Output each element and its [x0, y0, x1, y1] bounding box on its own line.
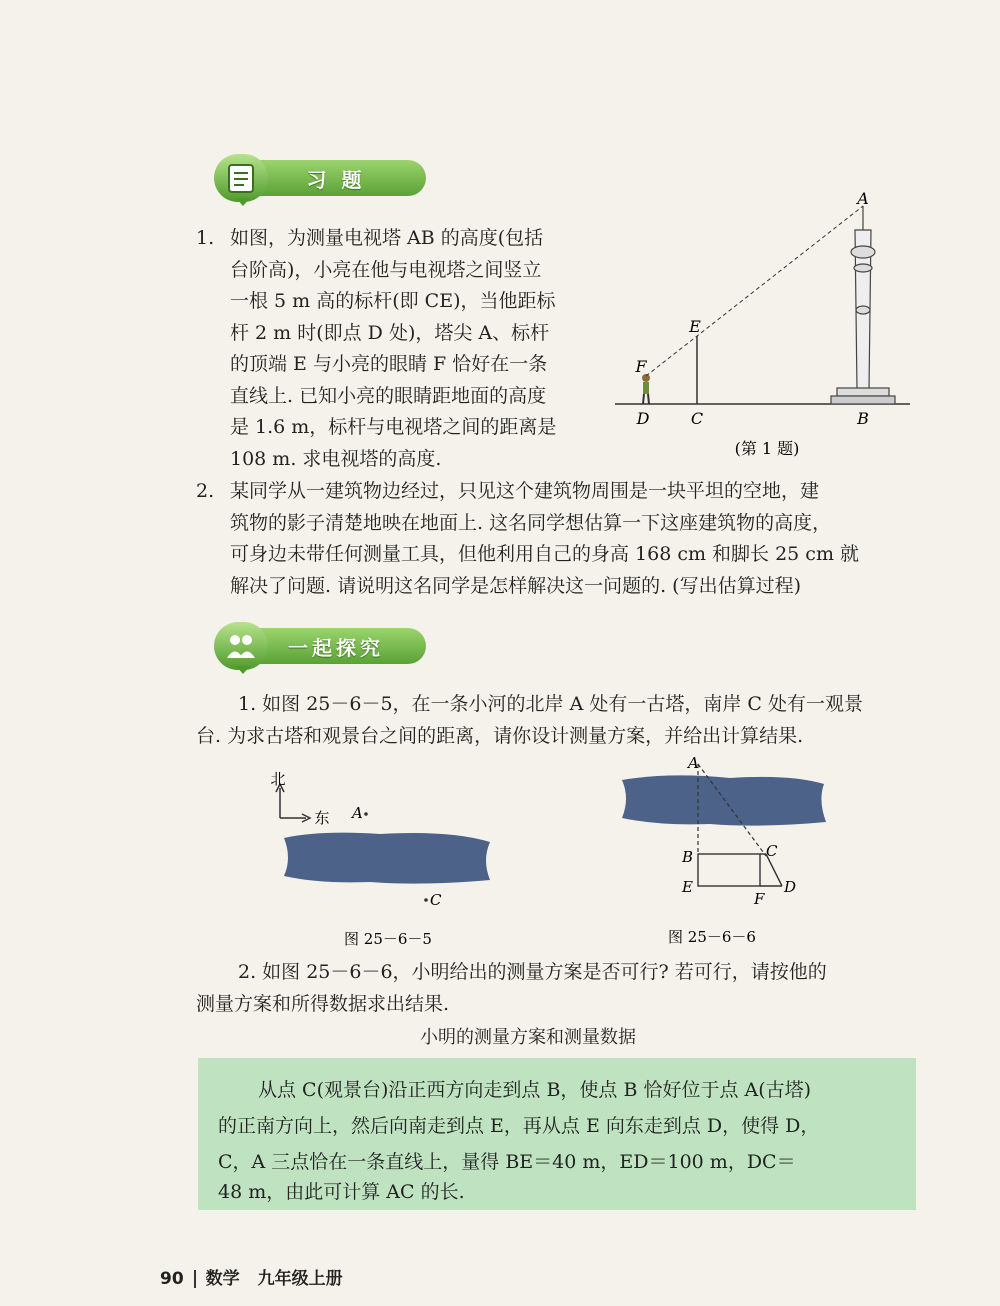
person-figure [642, 374, 650, 404]
exercise-2-line: 解决了问题. 请说明这名同学是怎样解决这一问题的. (写出估算过程) [230, 574, 801, 597]
rectangle-becf [698, 854, 760, 886]
subject-label: 数学 [205, 1269, 240, 1289]
east-label: 东 [314, 809, 330, 827]
exercises-banner [214, 154, 434, 204]
banner-pointer [236, 198, 250, 206]
explore-problem-1 [196, 689, 926, 752]
north-label: 北 [270, 770, 286, 788]
box-title: 小明的测量方案和测量数据 [420, 1027, 636, 1048]
exercise-1-line: 是 1.6 m，标杆与电视塔之间的距离是 [230, 416, 557, 438]
label-b: B [857, 409, 869, 428]
book-label: 九年级上册 [257, 1269, 343, 1289]
box-line: 48 m，由此可计算 AC 的长. [218, 1181, 465, 1203]
tv-tower [831, 206, 895, 404]
banner-pointer [236, 666, 250, 674]
point-c-label: C [430, 891, 442, 909]
label-e: E [682, 878, 693, 896]
label-f: F [754, 890, 765, 908]
label-a: A [857, 190, 869, 208]
explore-1-line: 台. 为求古塔和观景台之间的距离，请你设计测量方案，并给出计算结果. [196, 724, 804, 747]
label-f: F [635, 357, 647, 376]
people-icon [214, 622, 268, 670]
figure-25-6-5 [260, 760, 510, 960]
exercise-1-line: 杆 2 m 时(即点 D 处)，塔尖 A、标杆 [230, 321, 550, 344]
exercise-2-line: 筑物的影子清楚地映在地面上. 这名同学想估算一下这座建筑物的高度， [230, 511, 832, 534]
measurement-plan-box [198, 1058, 916, 1210]
figure-25-6-6 [610, 752, 840, 962]
page-footer [160, 1264, 343, 1289]
figure-1-caption: (第 1 题) [734, 439, 800, 458]
explore-problem-2 [196, 957, 926, 1020]
label-d: D [636, 409, 650, 428]
label-a: A [688, 754, 699, 772]
exercise-2-number: 2. [196, 480, 215, 502]
tv-tower-figure [605, 190, 925, 470]
exercise-1-line: 如图，为测量电视塔 AB 的高度(包括 [230, 227, 544, 249]
notepad-icon [214, 154, 268, 202]
exercise-1-number: 1. [196, 227, 215, 249]
sight-line [646, 206, 863, 376]
point-a-label: A [352, 804, 363, 822]
figure-25-6-6-caption: 图 25－6－6 [668, 928, 756, 946]
label-d: D [784, 878, 797, 896]
exercise-2-line: 某同学从一建筑物边经过，只见这个建筑物周围是一块平坦的空地，建 [230, 480, 820, 502]
river [284, 833, 490, 884]
exercise-1-line: 的顶端 E 与小亮的眼睛 F 恰好在一条 [230, 353, 548, 375]
page-number: 90 [160, 1269, 184, 1289]
point-c [424, 898, 428, 902]
footer-divider [194, 1270, 196, 1288]
compass-icon [276, 784, 310, 822]
exercise-1-line: 一根 5 m 高的标杆(即 CE)，当他距标 [230, 290, 556, 312]
figure-25-6-5-caption: 图 25－6－5 [344, 930, 432, 948]
label-b: B [682, 848, 694, 866]
exercises-banner-label: 习 题 [246, 160, 426, 196]
explore-2-line: 2. 如图 25－6－6，小明给出的测量方案是否可行? 若可行，请按他的 [238, 961, 827, 983]
explore-banner-label: 一起探究 [246, 628, 426, 664]
exercise-2-line: 可身边未带任何测量工具，但他利用自己的身高 168 cm 和脚长 25 cm 就 [230, 543, 859, 565]
label-c: C [690, 409, 704, 428]
exercise-1-line: 直线上. 已知小亮的眼睛距地面的高度 [230, 384, 547, 407]
point-a [364, 812, 368, 816]
explore-banner [214, 622, 434, 672]
exercise-1-line: 108 m. 求电视塔的高度. [230, 447, 442, 470]
box-line: C，A 三点恰在一条直线上，量得 BE＝40 m，ED＝100 m，DC＝ [218, 1151, 796, 1173]
river [622, 775, 826, 825]
explore-1-line: 1. 如图 25－6－5，在一条小河的北岸 A 处有一古塔，南岸 C 处有一观景 [238, 693, 863, 715]
explore-2-line: 测量方案和所得数据求出结果. [196, 992, 450, 1015]
box-line: 的正南方向上，然后向南走到点 E，再从点 E 向东走到点 D，使得 D， [218, 1115, 820, 1137]
label-c: C [766, 842, 778, 860]
box-line: 从点 C(观景台)沿正西方向走到点 B，使点 B 恰好位于点 A(古塔) [258, 1079, 812, 1101]
exercise-1-line: 台阶高)，小亮在他与电视塔之间竖立 [230, 258, 542, 281]
label-e: E [689, 317, 701, 336]
